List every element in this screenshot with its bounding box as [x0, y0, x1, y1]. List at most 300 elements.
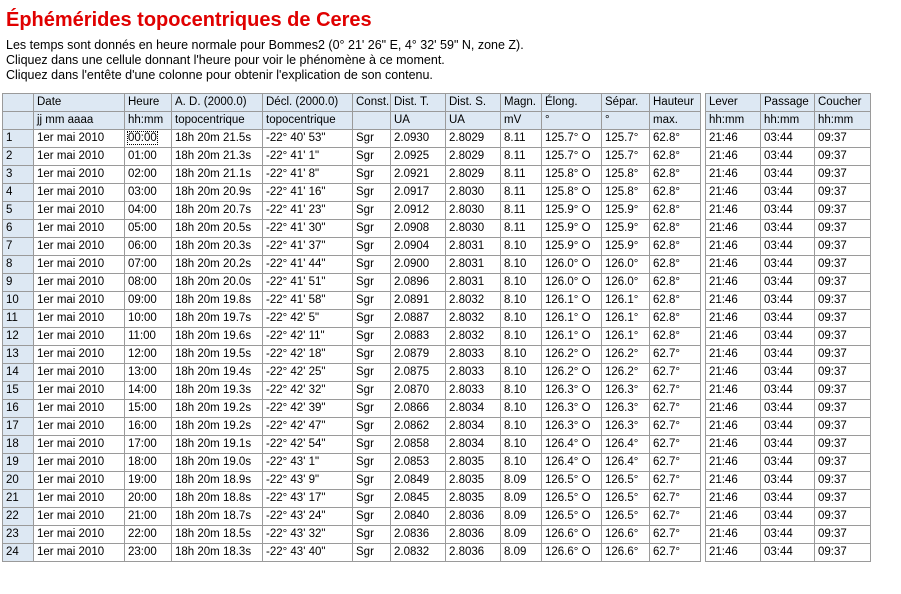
cell-passage[interactable]: 03:44 [761, 490, 815, 508]
cell-distance-soleil: 2.8031 [446, 274, 501, 292]
cell-lever[interactable]: 21:46 [706, 256, 761, 274]
cell-lever[interactable]: 21:46 [706, 382, 761, 400]
unit-header-distance-terre[interactable]: UA [391, 112, 446, 130]
cell-heure[interactable]: 16:00 [125, 418, 172, 436]
cell-heure[interactable]: 22:00 [125, 526, 172, 544]
cell-coucher[interactable]: 09:37 [815, 328, 871, 346]
cell-ascension-droite: 18h 20m 20.2s [172, 256, 263, 274]
cell-constellation: Sgr [353, 472, 391, 490]
cell-date: 1er mai 2010 [34, 166, 125, 184]
cell-distance-terre: 2.0866 [391, 400, 446, 418]
cell-heure[interactable]: 19:00 [125, 472, 172, 490]
cell-heure[interactable]: 03:00 [125, 184, 172, 202]
row-number: 16 [3, 400, 34, 418]
table-row [3, 346, 871, 364]
cell-lever[interactable]: 21:46 [706, 400, 761, 418]
cell-lever[interactable]: 21:46 [706, 202, 761, 220]
cell-constellation: Sgr [353, 382, 391, 400]
cell-constellation: Sgr [353, 364, 391, 382]
row-number: 22 [3, 508, 34, 526]
cell-distance-soleil: 2.8029 [446, 130, 501, 148]
cell-distance-terre: 2.0832 [391, 544, 446, 562]
cell-elongation: 126.4° O [542, 454, 602, 472]
cell-coucher[interactable]: 09:37 [815, 292, 871, 310]
cell-coucher[interactable]: 09:37 [815, 472, 871, 490]
cell-distance-soleil: 2.8035 [446, 490, 501, 508]
unit-header-distance-soleil[interactable]: UA [446, 112, 501, 130]
cell-lever[interactable]: 21:46 [706, 166, 761, 184]
cell-coucher[interactable]: 09:37 [815, 256, 871, 274]
cell-separation: 125.9° [602, 202, 650, 220]
table-row [3, 148, 871, 166]
cell-constellation: Sgr [353, 490, 391, 508]
cell-declinaison: -22° 41' 30" [263, 220, 353, 238]
cell-magnitude: 8.09 [501, 544, 542, 562]
cell-constellation: Sgr [353, 220, 391, 238]
cell-date: 1er mai 2010 [34, 202, 125, 220]
unit-header-ascension-droite[interactable]: topocentrique [172, 112, 263, 130]
cell-constellation: Sgr [353, 238, 391, 256]
cell-passage[interactable]: 03:44 [761, 238, 815, 256]
cell-distance-terre: 2.0925 [391, 148, 446, 166]
cell-date: 1er mai 2010 [34, 544, 125, 562]
cell-hauteur: 62.7° [650, 508, 701, 526]
cell-heure[interactable]: 11:00 [125, 328, 172, 346]
unit-header-constellation[interactable] [353, 112, 391, 130]
row-number: 9 [3, 274, 34, 292]
cell-distance-soleil: 2.8036 [446, 544, 501, 562]
cell-constellation: Sgr [353, 166, 391, 184]
column-header-passage[interactable]: Passage [761, 94, 815, 112]
cell-separation: 125.7° [602, 130, 650, 148]
cell-date: 1er mai 2010 [34, 454, 125, 472]
cell-elongation: 126.3° O [542, 382, 602, 400]
cell-coucher[interactable]: 09:37 [815, 130, 871, 148]
cell-passage[interactable]: 03:44 [761, 328, 815, 346]
cell-distance-terre: 2.0917 [391, 184, 446, 202]
cell-passage[interactable]: 03:44 [761, 166, 815, 184]
cell-hauteur: 62.7° [650, 454, 701, 472]
cell-lever[interactable]: 21:46 [706, 184, 761, 202]
cell-lever[interactable]: 21:46 [706, 220, 761, 238]
cell-lever[interactable]: 21:46 [706, 346, 761, 364]
cell-magnitude: 8.11 [501, 202, 542, 220]
cell-date: 1er mai 2010 [34, 400, 125, 418]
column-header-elongation[interactable]: Élong. [542, 94, 602, 112]
cell-distance-terre: 2.0853 [391, 454, 446, 472]
cell-distance-soleil: 2.8032 [446, 328, 501, 346]
cell-coucher[interactable]: 09:37 [815, 454, 871, 472]
cell-passage[interactable]: 03:44 [761, 346, 815, 364]
cell-constellation: Sgr [353, 454, 391, 472]
column-header-constellation[interactable]: Const. [353, 94, 391, 112]
selected-cell-text[interactable]: 00:00 [128, 132, 157, 144]
cell-ascension-droite: 18h 20m 18.9s [172, 472, 263, 490]
cell-distance-soleil: 2.8031 [446, 238, 501, 256]
cell-lever[interactable]: 21:46 [706, 526, 761, 544]
cell-date: 1er mai 2010 [34, 274, 125, 292]
cell-lever[interactable]: 21:46 [706, 544, 761, 562]
cell-heure[interactable]: 12:00 [125, 346, 172, 364]
cell-elongation: 126.5° O [542, 490, 602, 508]
cell-constellation: Sgr [353, 328, 391, 346]
cell-constellation: Sgr [353, 508, 391, 526]
table-row [3, 508, 871, 526]
cell-passage[interactable]: 03:44 [761, 382, 815, 400]
cell-passage[interactable]: 03:44 [761, 220, 815, 238]
cell-passage[interactable]: 03:44 [761, 508, 815, 526]
corner-cell [3, 94, 34, 112]
cell-ascension-droite: 18h 20m 18.5s [172, 526, 263, 544]
cell-heure[interactable]: 05:00 [125, 220, 172, 238]
cell-heure[interactable]: 18:00 [125, 454, 172, 472]
unit-header-magnitude[interactable]: mV [501, 112, 542, 130]
column-header-distance-terre[interactable]: Dist. T. [391, 94, 446, 112]
row-number: 7 [3, 238, 34, 256]
cell-distance-soleil: 2.8033 [446, 346, 501, 364]
cell-heure[interactable]: 21:00 [125, 508, 172, 526]
cell-lever[interactable]: 21:46 [706, 454, 761, 472]
cell-elongation: 125.9° O [542, 202, 602, 220]
cell-distance-soleil: 2.8029 [446, 166, 501, 184]
cell-passage[interactable]: 03:44 [761, 148, 815, 166]
column-header-coucher[interactable]: Coucher [815, 94, 871, 112]
cell-declinaison: -22° 42' 25" [263, 364, 353, 382]
cell-passage[interactable]: 03:44 [761, 184, 815, 202]
info-line-timezone: Les temps sont donnés en heure normale pour Bommes2 (0° 21' 26" E, 4° 32' 59" N, zone Z). [6, 38, 524, 52]
cell-distance-soleil: 2.8030 [446, 202, 501, 220]
cell-separation: 125.8° [602, 184, 650, 202]
table-row [3, 526, 871, 544]
cell-constellation: Sgr [353, 346, 391, 364]
cell-coucher[interactable]: 09:37 [815, 220, 871, 238]
cell-declinaison: -22° 43' 24" [263, 508, 353, 526]
unit-header-declinaison[interactable]: topocentrique [263, 112, 353, 130]
cell-heure[interactable]: 17:00 [125, 436, 172, 454]
cell-hauteur: 62.8° [650, 328, 701, 346]
cell-coucher[interactable]: 09:37 [815, 274, 871, 292]
cell-magnitude: 8.10 [501, 238, 542, 256]
unit-header-date[interactable]: jj mm aaaa [34, 112, 125, 130]
cell-distance-soleil: 2.8036 [446, 508, 501, 526]
cell-distance-soleil: 2.8035 [446, 454, 501, 472]
cell-ascension-droite: 18h 20m 20.7s [172, 202, 263, 220]
row-number: 2 [3, 148, 34, 166]
cell-elongation: 125.9° O [542, 238, 602, 256]
cell-passage[interactable]: 03:44 [761, 310, 815, 328]
cell-date: 1er mai 2010 [34, 382, 125, 400]
cell-lever[interactable]: 21:46 [706, 418, 761, 436]
cell-elongation: 126.3° O [542, 418, 602, 436]
cell-lever[interactable]: 21:46 [706, 148, 761, 166]
info-line-click-header: Cliquez dans l'entête d'une colonne pour obtenir l'explication de son contenu. [6, 68, 433, 82]
row-number: 5 [3, 202, 34, 220]
info-line-click-cell: Cliquez dans une cellule donnant l'heure pour voir le phénomène à ce moment. [6, 53, 445, 67]
cell-distance-soleil: 2.8029 [446, 148, 501, 166]
cell-distance-terre: 2.0849 [391, 472, 446, 490]
column-header-ascension-droite[interactable]: A. D. (2000.0) [172, 94, 263, 112]
cell-elongation: 126.0° O [542, 256, 602, 274]
row-number: 11 [3, 310, 34, 328]
cell-coucher[interactable]: 09:37 [815, 202, 871, 220]
table-row [3, 400, 871, 418]
unit-header-hauteur[interactable]: max. [650, 112, 701, 130]
cell-constellation: Sgr [353, 436, 391, 454]
cell-lever[interactable]: 21:46 [706, 292, 761, 310]
cell-magnitude: 8.11 [501, 184, 542, 202]
cell-passage[interactable]: 03:44 [761, 544, 815, 562]
cell-passage[interactable]: 03:44 [761, 400, 815, 418]
cell-separation: 126.1° [602, 328, 650, 346]
cell-date: 1er mai 2010 [34, 148, 125, 166]
cell-hauteur: 62.8° [650, 220, 701, 238]
cell-hauteur: 62.8° [650, 130, 701, 148]
cell-elongation: 126.2° O [542, 364, 602, 382]
cell-magnitude: 8.11 [501, 130, 542, 148]
cell-elongation: 125.7° O [542, 130, 602, 148]
cell-coucher[interactable]: 09:37 [815, 436, 871, 454]
cell-coucher[interactable]: 09:37 [815, 310, 871, 328]
cell-passage[interactable]: 03:44 [761, 292, 815, 310]
cell-declinaison: -22° 42' 5" [263, 310, 353, 328]
cell-passage[interactable]: 03:44 [761, 418, 815, 436]
cell-lever[interactable]: 21:46 [706, 328, 761, 346]
column-header-heure[interactable]: Heure [125, 94, 172, 112]
cell-declinaison: -22° 42' 18" [263, 346, 353, 364]
cell-magnitude: 8.10 [501, 364, 542, 382]
cell-coucher[interactable]: 09:37 [815, 238, 871, 256]
cell-declinaison: -22° 41' 8" [263, 166, 353, 184]
table-row [3, 274, 871, 292]
cell-distance-soleil: 2.8033 [446, 382, 501, 400]
row-number: 23 [3, 526, 34, 544]
cell-hauteur: 62.8° [650, 292, 701, 310]
cell-distance-soleil: 2.8035 [446, 472, 501, 490]
cell-ascension-droite: 18h 20m 18.3s [172, 544, 263, 562]
cell-hauteur: 62.8° [650, 202, 701, 220]
cell-declinaison: -22° 42' 39" [263, 400, 353, 418]
cell-separation: 126.2° [602, 346, 650, 364]
cell-heure[interactable]: 23:00 [125, 544, 172, 562]
cell-distance-terre: 2.0908 [391, 220, 446, 238]
cell-ascension-droite: 18h 20m 20.5s [172, 220, 263, 238]
cell-heure[interactable]: 07:00 [125, 256, 172, 274]
cell-distance-soleil: 2.8032 [446, 310, 501, 328]
cell-passage[interactable]: 03:44 [761, 202, 815, 220]
cell-separation: 126.6° [602, 526, 650, 544]
cell-heure[interactable]: 14:00 [125, 382, 172, 400]
cell-heure[interactable]: 06:00 [125, 238, 172, 256]
cell-distance-terre: 2.0900 [391, 256, 446, 274]
cell-coucher[interactable]: 09:37 [815, 508, 871, 526]
cell-heure[interactable]: 09:00 [125, 292, 172, 310]
row-number: 12 [3, 328, 34, 346]
row-number: 10 [3, 292, 34, 310]
row-number: 8 [3, 256, 34, 274]
cell-distance-soleil: 2.8032 [446, 292, 501, 310]
cell-passage[interactable]: 03:44 [761, 436, 815, 454]
cell-coucher[interactable]: 09:37 [815, 544, 871, 562]
table-row [3, 310, 871, 328]
unit-header-separation[interactable]: ° [602, 112, 650, 130]
table-row [3, 328, 871, 346]
cell-heure[interactable]: 10:00 [125, 310, 172, 328]
cell-heure[interactable]: 02:00 [125, 166, 172, 184]
cell-coucher[interactable]: 09:37 [815, 418, 871, 436]
cell-passage[interactable]: 03:44 [761, 454, 815, 472]
cell-ascension-droite: 18h 20m 21.1s [172, 166, 263, 184]
column-header-separation[interactable]: Sépar. [602, 94, 650, 112]
table-row [3, 202, 871, 220]
cell-elongation: 126.6° O [542, 544, 602, 562]
cell-lever[interactable]: 21:46 [706, 490, 761, 508]
cell-lever[interactable]: 21:46 [706, 436, 761, 454]
table-row [3, 436, 871, 454]
column-header-distance-soleil[interactable]: Dist. S. [446, 94, 501, 112]
cell-elongation: 126.1° O [542, 328, 602, 346]
cell-separation: 126.6° [602, 544, 650, 562]
cell-magnitude: 8.10 [501, 292, 542, 310]
cell-heure[interactable]: 08:00 [125, 274, 172, 292]
cell-declinaison: -22° 43' 1" [263, 454, 353, 472]
row-number: 1 [3, 130, 34, 148]
row-number: 3 [3, 166, 34, 184]
cell-elongation: 126.6° O [542, 526, 602, 544]
cell-ascension-droite: 18h 20m 18.7s [172, 508, 263, 526]
cell-magnitude: 8.10 [501, 454, 542, 472]
cell-separation: 126.3° [602, 400, 650, 418]
cell-ascension-droite: 18h 20m 20.3s [172, 238, 263, 256]
cell-hauteur: 62.8° [650, 274, 701, 292]
cell-hauteur: 62.7° [650, 526, 701, 544]
unit-header-heure[interactable]: hh:mm [125, 112, 172, 130]
cell-coucher[interactable]: 09:37 [815, 364, 871, 382]
cell-date: 1er mai 2010 [34, 418, 125, 436]
cell-lever[interactable]: 21:46 [706, 130, 761, 148]
cell-coucher[interactable]: 09:37 [815, 346, 871, 364]
cell-magnitude: 8.09 [501, 490, 542, 508]
cell-coucher[interactable]: 09:37 [815, 166, 871, 184]
cell-heure[interactable]: 20:00 [125, 490, 172, 508]
cell-distance-terre: 2.0904 [391, 238, 446, 256]
table-row [3, 256, 871, 274]
cell-hauteur: 62.8° [650, 238, 701, 256]
cell-constellation: Sgr [353, 544, 391, 562]
cell-magnitude: 8.11 [501, 220, 542, 238]
row-number: 4 [3, 184, 34, 202]
cell-passage[interactable]: 03:44 [761, 130, 815, 148]
cell-lever[interactable]: 21:46 [706, 274, 761, 292]
cell-distance-soleil: 2.8034 [446, 418, 501, 436]
column-header-declinaison[interactable]: Décl. (2000.0) [263, 94, 353, 112]
cell-separation: 125.7° [602, 148, 650, 166]
cell-passage[interactable]: 03:44 [761, 472, 815, 490]
unit-header-elongation[interactable]: ° [542, 112, 602, 130]
cell-constellation: Sgr [353, 292, 391, 310]
cell-date: 1er mai 2010 [34, 508, 125, 526]
cell-heure[interactable]: 13:00 [125, 364, 172, 382]
table-row [3, 292, 871, 310]
cell-passage[interactable]: 03:44 [761, 526, 815, 544]
cell-coucher[interactable]: 09:37 [815, 184, 871, 202]
cell-lever[interactable]: 21:46 [706, 472, 761, 490]
cell-distance-terre: 2.0840 [391, 508, 446, 526]
cell-passage[interactable]: 03:44 [761, 364, 815, 382]
header-row [3, 94, 871, 112]
column-header-lever[interactable]: Lever [706, 94, 761, 112]
cell-separation: 126.1° [602, 310, 650, 328]
table-row [3, 238, 871, 256]
table-row [3, 166, 871, 184]
cell-distance-terre: 2.0845 [391, 490, 446, 508]
cell-magnitude: 8.10 [501, 328, 542, 346]
cell-date: 1er mai 2010 [34, 490, 125, 508]
cell-elongation: 126.0° O [542, 274, 602, 292]
cell-lever[interactable]: 21:46 [706, 508, 761, 526]
cell-separation: 126.0° [602, 274, 650, 292]
cell-hauteur: 62.8° [650, 148, 701, 166]
cell-magnitude: 8.10 [501, 382, 542, 400]
column-header-magnitude[interactable]: Magn. [501, 94, 542, 112]
cell-heure[interactable]: 04:00 [125, 202, 172, 220]
unit-header-lever[interactable]: hh:mm [706, 112, 761, 130]
cell-lever[interactable]: 21:46 [706, 364, 761, 382]
cell-ascension-droite: 18h 20m 19.2s [172, 400, 263, 418]
cell-magnitude: 8.10 [501, 418, 542, 436]
row-number: 20 [3, 472, 34, 490]
cell-distance-soleil: 2.8031 [446, 256, 501, 274]
cell-magnitude: 8.10 [501, 256, 542, 274]
cell-passage[interactable]: 03:44 [761, 274, 815, 292]
cell-magnitude: 8.10 [501, 346, 542, 364]
cell-declinaison: -22° 41' 37" [263, 238, 353, 256]
cell-coucher[interactable]: 09:37 [815, 526, 871, 544]
cell-hauteur: 62.8° [650, 256, 701, 274]
cell-lever[interactable]: 21:46 [706, 310, 761, 328]
cell-lever[interactable]: 21:46 [706, 238, 761, 256]
cell-date: 1er mai 2010 [34, 310, 125, 328]
unit-header-coucher[interactable]: hh:mm [815, 112, 871, 130]
cell-distance-terre: 2.0887 [391, 310, 446, 328]
cell-ascension-droite: 18h 20m 19.3s [172, 382, 263, 400]
cell-coucher[interactable]: 09:37 [815, 490, 871, 508]
cell-distance-terre: 2.0836 [391, 526, 446, 544]
cell-constellation: Sgr [353, 148, 391, 166]
cell-date: 1er mai 2010 [34, 292, 125, 310]
cell-passage[interactable]: 03:44 [761, 256, 815, 274]
units-row [3, 112, 871, 130]
cell-hauteur: 62.7° [650, 544, 701, 562]
column-header-date[interactable]: Date [34, 94, 125, 112]
cell-date: 1er mai 2010 [34, 184, 125, 202]
cell-heure[interactable]: 15:00 [125, 400, 172, 418]
cell-declinaison: -22° 43' 9" [263, 472, 353, 490]
cell-elongation: 125.8° O [542, 166, 602, 184]
cell-coucher[interactable]: 09:37 [815, 148, 871, 166]
cell-coucher[interactable]: 09:37 [815, 382, 871, 400]
cell-date: 1er mai 2010 [34, 346, 125, 364]
unit-header-passage[interactable]: hh:mm [761, 112, 815, 130]
cell-magnitude: 8.10 [501, 400, 542, 418]
cell-heure[interactable] [125, 130, 172, 148]
column-header-hauteur[interactable]: Hauteur [650, 94, 701, 112]
row-number: 17 [3, 418, 34, 436]
cell-ascension-droite: 18h 20m 19.7s [172, 310, 263, 328]
cell-distance-terre: 2.0862 [391, 418, 446, 436]
cell-heure[interactable]: 01:00 [125, 148, 172, 166]
cell-coucher[interactable]: 09:37 [815, 400, 871, 418]
cell-constellation: Sgr [353, 130, 391, 148]
